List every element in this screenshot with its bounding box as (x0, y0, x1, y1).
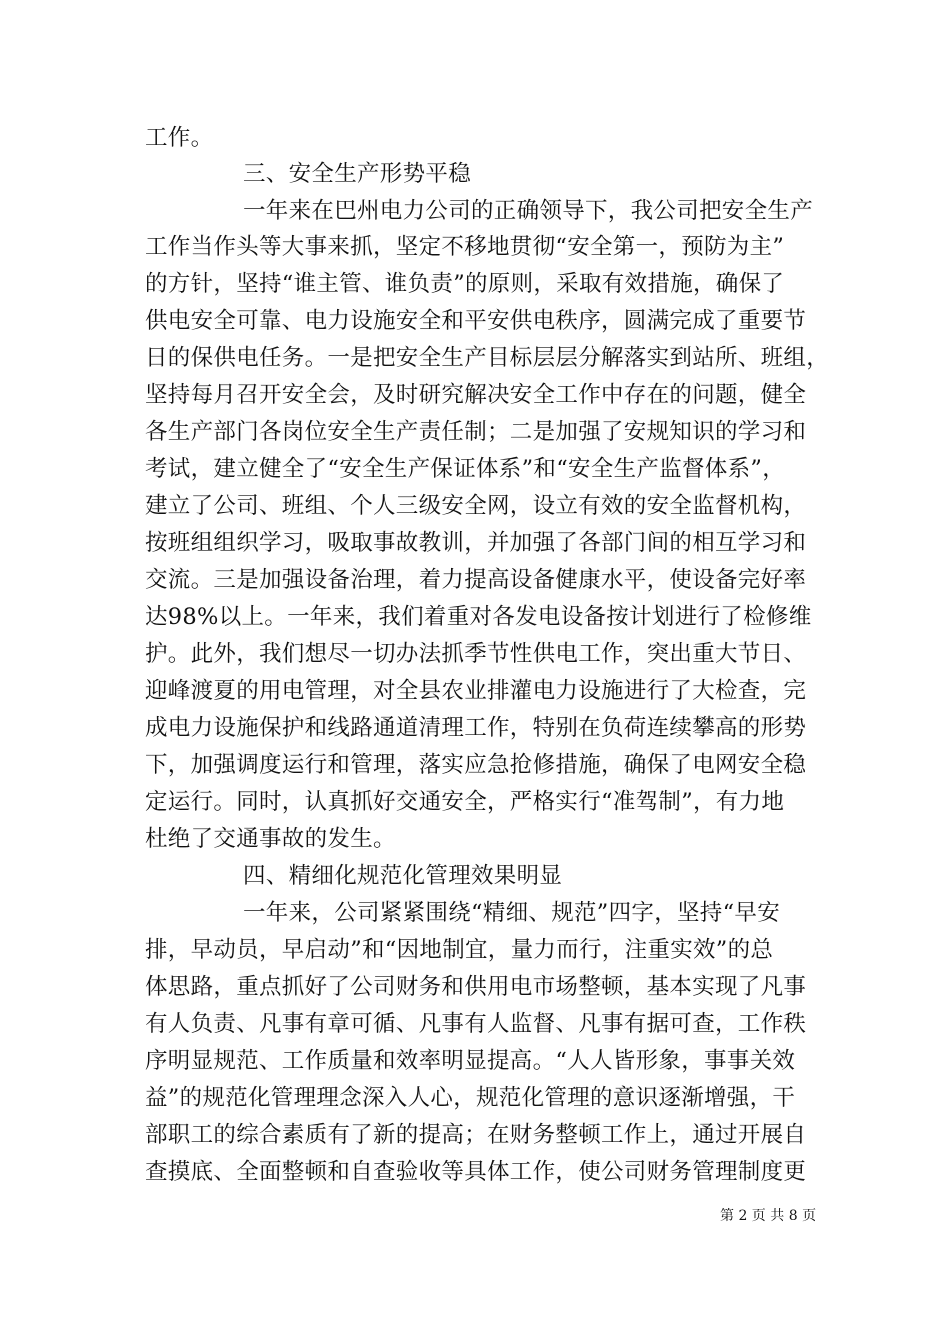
text-line: 部职工的综合素质有了新的提高；在财务整顿工作上，通过开展自 (145, 1122, 807, 1148)
text-line: 护。此外，我们想尽一切办法抓季节性供电工作，突出重大节日、 (145, 641, 807, 667)
text-line: 建立了公司、班组、个人三级安全网，设立有效的安全监督机构， (145, 493, 807, 519)
text-line: 杜绝了交通事故的发生。 (145, 826, 396, 852)
text-line: 下，加强调度运行和管理，落实应急抢修措施，确保了电网安全稳 (145, 752, 807, 778)
text-line: 排，早动员，早启动”和“因地制宜，量力而行，注重实效”的总 (145, 937, 774, 963)
text-line: 益”的规范化管理理念深入人心，规范化管理的意识逐渐增强，干 (145, 1085, 796, 1111)
text-line: 序明显规范、工作质量和效率明显提高。“人人皆形象，事事关效 (145, 1048, 796, 1074)
text-line: 查摸底、全面整顿和自查验收等具体工作，使公司财务管理制度更 (145, 1159, 807, 1185)
text-line: 考试，建立健全了“安全生产保证体系”和“安全生产监督体系”， (145, 456, 786, 482)
text-line: 体思路，重点抓好了公司财务和供用电市场整顿，基本实现了凡事 (145, 974, 807, 1000)
text-line: 工作。 (145, 125, 214, 151)
text-line: 按班组组织学习，吸取事故教训，并加强了各部门间的相互学习和 (145, 530, 807, 556)
text-line: 迎峰渡夏的用电管理，对全县农业排灌电力设施进行了大检查，完 (145, 678, 807, 704)
text-line: 日的保供电任务。一是把安全生产目标层层分解落实到站所、班组， (145, 345, 830, 371)
page-number: 第 2 页 共 8 页 (720, 1208, 817, 1224)
text-line: 坚持每月召开安全会，及时研究解决安全工作中存在的问题，健全 (145, 382, 807, 408)
text-line: 定运行。同时，认真抓好交通安全，严格实行“准驾制”，有力地 (145, 789, 785, 815)
paragraph-first-line: 一年来在巴州电力公司的正确领导下，我公司把安全生产 (243, 198, 814, 224)
text-line: 供电安全可靠、电力设施安全和平安供电秩序，圆满完成了重要节 (145, 308, 807, 334)
section-heading: 三、安全生产形势平稳 (243, 161, 472, 187)
text-line: 有人负责、凡事有章可循、凡事有人监督、凡事有据可查，工作秩 (145, 1011, 807, 1037)
text-line: 成电力设施保护和线路通道清理工作，特别在负荷连续攀高的形势 (145, 715, 807, 741)
paragraph-first-line: 一年来，公司紧紧围绕“精细、规范”四字，坚持“早安 (243, 900, 781, 926)
text-line: 工作当作头等大事来抓，坚定不移地贯彻“安全第一，预防为主” (145, 234, 785, 260)
text-line: 交流。三是加强设备治理，着力提高设备健康水平，使设备完好率 (145, 567, 807, 593)
text-line: 达98%以上。一年来，我们着重对各发电设备按计划进行了检修维 (145, 604, 812, 630)
text-line: 各生产部门各岗位安全生产责任制；二是加强了安规知识的学习和 (145, 419, 807, 445)
section-heading: 四、精细化规范化管理效果明显 (243, 863, 563, 889)
text-line: 的方针，坚持“谁主管、谁负责”的原则，采取有效措施，确保了 (145, 271, 785, 297)
